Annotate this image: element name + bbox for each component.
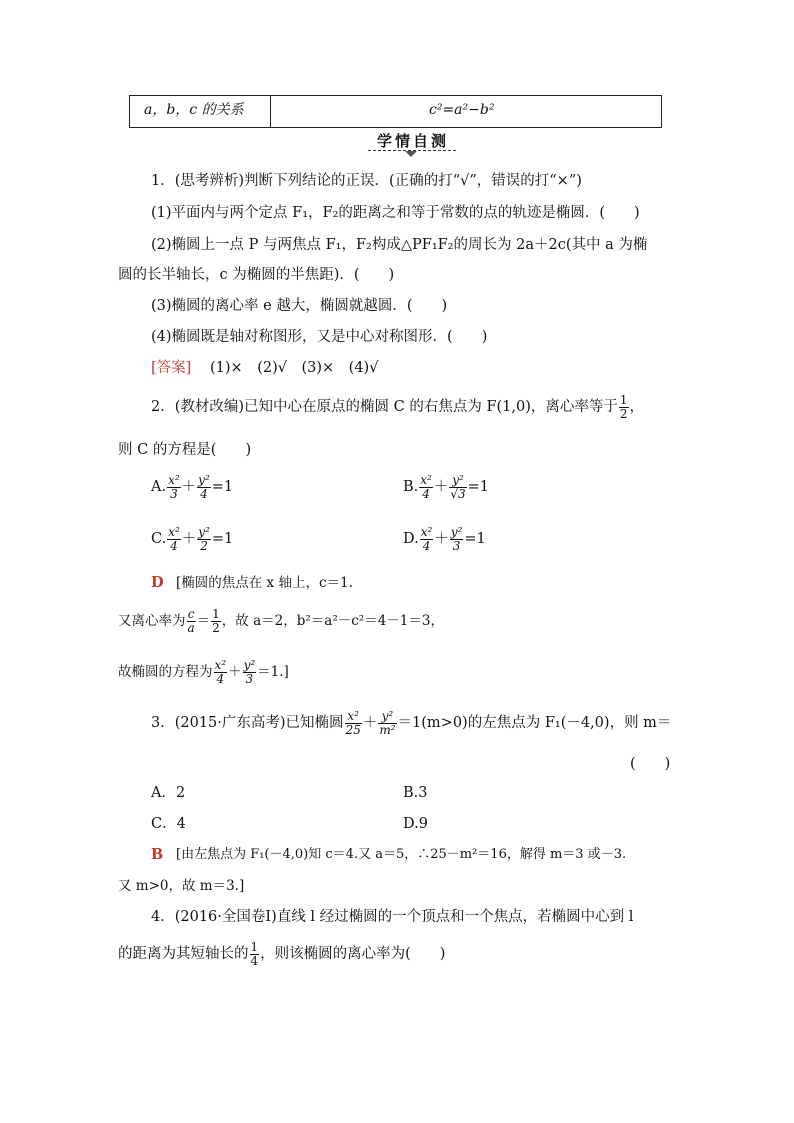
frac-den: 3 [170,486,178,501]
frac-den: 3 [452,538,461,553]
q3-option-c: C．4 [151,816,186,832]
frac-num: x² [420,472,432,487]
frac-den: m² [379,722,396,737]
q1-answer-text: (1)× (2)√ (3)× (4)√ [210,360,379,376]
frac-den: 2 [212,621,220,635]
q3-stem: 3．(2015·广东高考)已知椭圆 $\frac{\text{x²}}{25}$ ＋ $\frac{\text{y²}}{\text{m²}}$ ＝1(m>0)的左焦点为 F₁(－4,0)，则 m＝ [151,708,672,737]
sol-text: ，故 a＝2，b²＝a²－c²＝4－1＝3， [221,613,444,629]
q2-option-a: A. $\frac{\text{x²}}{3}$ ＋ $\frac{\text{y²}}{4}$ =1 [151,472,234,501]
option-rhs: =1 [211,531,234,547]
frac-den: 4 [250,953,259,968]
frac-den: 2 [200,538,208,553]
q2-stem-b: ， [629,399,645,415]
frac-den: 25 [345,722,361,737]
frac-den: 4 [200,486,208,501]
frac-den: √3 [450,486,466,501]
sol-text: ＝1.] [257,664,289,680]
q2-solution-line3: 故椭圆的方程为 $\frac{\text{x²}}{4}$ ＋ $\frac{\text{y²}}{3}$ ＝1.] [118,658,289,686]
frac-num: 1 [250,939,259,954]
option-label: A. [151,479,167,495]
q2-option-d: D. $\frac{\text{x²}}{4}$ ＋ $\frac{\text{y²}}{3}$ =1 [403,524,486,553]
q1-item-4: (4)椭圆既是轴对称图形，又是中心对称图形．( ) [151,329,488,345]
frac-num: x² [420,524,433,539]
q2-option-c: C. $\frac{\text{x²}}{4}$ ＋ $\frac{\text{y²}}{2}$ =1 [151,524,234,553]
q3-option-d: D.9 [403,816,428,832]
title-triangle-icon [405,151,417,157]
q3-solution-line2: 又 m>0，故 m＝3.] [118,878,245,894]
frac-num: y² [449,474,466,488]
q4-stem-a: 的距离为其短轴长的 [118,946,249,962]
q2-stem-a: 2．(教材改编)已知中心在原点的椭圆 C 的右焦点为 F(1,0)，离心率等于 [151,399,618,415]
section-title: 学情自测 [376,132,449,150]
q3-option-b: B.3 [403,785,428,801]
frac-num: y² [198,472,210,487]
frac-den: 4 [170,538,178,553]
frac-num: y² [378,710,396,724]
frac-den: 3 [245,672,254,686]
q1-stem: 1．(思考辨析)判断下列结论的正误．(正确的打“√”，错误的打“×”) [151,173,582,189]
sol-text: 又离心率为 [118,613,186,629]
frac-num: 1 [212,607,220,621]
q4-stem-line2 [118,938,445,970]
q2-stem [151,392,644,422]
frac-den: 2 [619,406,628,421]
option-label: B. [403,479,419,495]
q1-answer-label: [答案] [151,360,192,376]
table-left-cell: a，b，c 的关系 [144,102,244,118]
q1-item-2: (2)椭圆上一点 P 与两焦点 F₁，F₂构成△PF₁F₂的周长为 2a＋2c(其中 a 为椭 [151,237,648,253]
frac-den: a [187,621,195,635]
q3-option-a: A．2 [151,785,186,801]
frac-num: x² [214,658,227,672]
frac-num: y² [243,658,256,672]
q2-stem-frac [619,394,629,421]
q2-option-b: B. $\frac{\text{x²}}{4}$ ＋ $\frac{\text{y²}}{√3}$ =1 [403,472,489,501]
option-label: C. [151,531,167,547]
q3-stem-a: 3．(2015·广东高考)已知椭圆 [151,715,344,731]
q3-solution-line1: [由左焦点为 F₁(－4,0)知 c＝4.又 a＝5，∴25－m²＝16，解得 m＝3 或－3. [176,847,627,862]
option-rhs: =1 [467,479,489,495]
q4-stem-b: ，则该椭圆的离心率为( ) [260,946,446,962]
q4-stem-line1: 4．(2016·全国卷Ⅰ)直线 l 经过椭圆的一个顶点和一个焦点，若椭圆中心到 l [151,909,634,925]
sol-text: 故椭圆的方程为 [118,664,213,680]
sol-eq: ＝ [196,613,211,629]
frac-num: x² [345,710,362,724]
table-divider [270,96,271,127]
frac-num: 1 [619,392,628,407]
q2-solution-line1: [椭圆的焦点在 x 轴上，c＝1. [176,575,353,591]
table-right-cell: c²=a²−b² [429,102,495,118]
frac-den: 4 [422,486,430,501]
q1-item-1: (1)平面内与两个定点 F₁，F₂的距离之和等于常数的点的轨迹是椭圆．( ) [151,205,640,221]
relation-table [129,95,662,128]
option-rhs: =1 [211,479,234,495]
frac-den: 4 [422,538,431,553]
frac-num: y² [450,524,463,539]
q3-answer-letter: B [151,846,164,863]
q1-item-3: (3)椭圆的离心率 e 越大，椭圆就越圆．( ) [151,298,448,314]
frac-num: c [187,607,195,621]
q2-stem-line2: 则 C 的方程是( ) [118,442,252,458]
q2-solution-line2 [118,605,444,637]
option-rhs: =1 [464,531,486,547]
frac-num: y² [198,524,210,539]
q3-blank: ( ) [630,756,671,772]
frac-num: x² [168,524,180,539]
q2-answer-letter: D [151,574,164,591]
frac-den: 4 [216,672,225,686]
q3-stem-b: ＝1(m>0)的左焦点为 F₁(－4,0)，则 m＝ [397,715,672,731]
q1-item-2-cont: 圆的长半轴长，c 为椭圆的半焦距)．( ) [118,267,395,283]
frac-num: x² [168,472,180,487]
option-label: D. [403,531,419,547]
